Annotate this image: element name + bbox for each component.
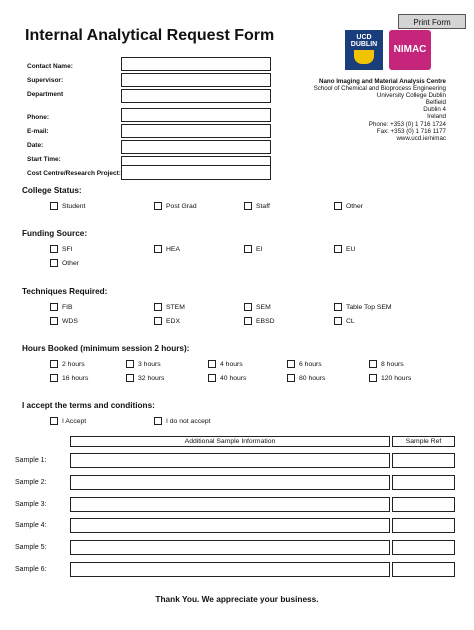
option-label: 4 hours [220,360,243,368]
checkbox[interactable] [50,202,58,210]
checkbox[interactable] [50,374,58,382]
checkbox[interactable] [287,374,295,382]
checkbox[interactable] [50,360,58,368]
address-line: Ireland [427,113,446,121]
address-block [236,78,446,142]
checkbox[interactable] [208,374,216,382]
sample-label: Sample 4: [15,522,47,529]
checkbox[interactable] [154,245,162,253]
checkbox[interactable] [244,245,252,253]
ucd-logo-text: UCD DUBLIN [350,34,378,48]
sample-info-input[interactable] [70,540,390,555]
option-sem[interactable] [244,303,271,311]
contact-input-0[interactable] [121,57,271,71]
option-label: I Accept [62,417,87,425]
option-label: SFI [62,245,73,253]
option-i-accept[interactable] [50,417,86,425]
option-ebsd[interactable] [244,317,275,325]
funding-source-heading: Funding Source: [22,229,88,238]
address-line: School of Chemical and Bioprocess Engineering [313,85,446,93]
option-label: 2 hours [62,360,85,368]
option-label: FIB [62,303,73,311]
checkbox[interactable] [50,303,58,311]
option-stem[interactable] [154,303,185,311]
college-status-heading: College Status: [22,186,82,195]
option-label: EBSD [256,317,275,325]
option-label: 3 hours [138,360,161,368]
centre-name: Nano Imaging and Material Analysis Centre [319,78,446,85]
hours-heading: Hours Booked (minimum session 2 hours): [22,344,190,353]
option-label: Post Grad [166,202,197,210]
checkbox[interactable] [50,317,58,325]
option-3-hours[interactable] [126,360,161,368]
option-label: Other [62,259,79,267]
checkbox[interactable] [244,202,252,210]
ucd-logo [345,30,383,70]
option-other[interactable] [334,202,363,210]
option-label: Student [62,202,86,210]
sample-ref-header: Sample Ref [392,436,455,447]
option-ei[interactable] [244,245,262,253]
sample-ref-input[interactable] [392,453,455,468]
option-6-hours[interactable] [287,360,322,368]
sample-info-input[interactable] [70,453,390,468]
contact-field-label: Department [27,91,64,98]
contact-field-label: Contact Name: [27,63,73,70]
ucd-shield-icon [354,50,374,64]
checkbox[interactable] [154,317,162,325]
contact-field-label: Start Time: [27,156,61,163]
address-line: Belfield [425,99,446,107]
option-eu[interactable] [334,245,355,253]
sample-label: Sample 2: [15,479,47,486]
option-wds[interactable] [50,317,78,325]
option-label: 80 hours [299,374,326,382]
option-table-top-sem[interactable] [334,303,392,311]
checkbox[interactable] [244,303,252,311]
checkbox[interactable] [369,360,377,368]
additional-info-header: Additional Sample Information [70,436,390,447]
contact-field-label: Cost Centre/Research Project: [27,170,121,177]
address-line: University College Dublin [376,92,446,100]
techniques-heading: Techniques Required: [22,287,108,296]
footer-thanks: Thank You. We appreciate your business. [155,594,319,604]
address-website: www.ucd.ie/nimac [396,134,446,142]
terms-heading: I accept the terms and conditions: [22,401,155,410]
address-fax: Fax: +353 (0) 1 716 1177 [376,127,446,135]
option-label: CL [346,317,355,325]
sample-label: Sample 3: [15,501,47,508]
option-label: HEA [166,245,180,253]
contact-field-label: E-mail: [27,128,49,135]
checkbox[interactable] [369,374,377,382]
option-label: WDS [62,317,78,325]
sample-label: Sample 6: [15,566,47,573]
option-edx[interactable] [154,317,180,325]
sample-info-input[interactable] [70,562,390,577]
option-16-hours[interactable] [50,374,88,382]
option-post-grad[interactable] [154,202,197,210]
option-label: 16 hours [62,374,89,382]
contact-field-label: Date: [27,142,44,149]
option-8-hours[interactable] [369,360,404,368]
option-sfi[interactable] [50,245,73,253]
option-cl[interactable] [334,317,355,325]
checkbox[interactable] [126,360,134,368]
sample-ref-input[interactable] [392,497,455,512]
option-40-hours[interactable] [208,374,246,382]
checkbox[interactable] [50,417,58,425]
option-label: EI [256,245,263,253]
contact-field-label: Phone: [27,114,50,121]
option-label: I do not accept [166,417,211,425]
checkbox[interactable] [208,360,216,368]
option-label: Other [346,202,363,210]
checkbox[interactable] [50,259,58,267]
checkbox[interactable] [334,245,342,253]
checkbox[interactable] [154,303,162,311]
option-label: 120 hours [381,374,412,382]
contact-input-5[interactable] [121,140,271,154]
option-label: Staff [256,202,270,210]
contact-field-label: Supervisor: [27,77,64,84]
sample-label: Sample 1: [15,457,47,464]
option-label: 32 hours [138,374,165,382]
option-label: 40 hours [220,374,247,382]
sample-ref-input[interactable] [392,540,455,555]
option-120-hours[interactable] [369,374,411,382]
option-2-hours[interactable] [50,360,85,368]
sample-ref-input[interactable] [392,475,455,490]
sample-info-input[interactable] [70,497,390,512]
checkbox[interactable] [126,374,134,382]
option-label: 6 hours [299,360,322,368]
print-form-button[interactable]: Print Form [398,14,466,29]
checkbox[interactable] [50,245,58,253]
checkbox[interactable] [287,360,295,368]
sample-ref-input[interactable] [392,518,455,533]
option-label: SEM [256,303,271,311]
option-label: STEM [166,303,185,311]
sample-ref-input[interactable] [392,562,455,577]
address-line: Dublin 4 [423,106,446,114]
checkbox[interactable] [334,303,342,311]
nimac-logo: NIMAC [389,30,431,70]
option-label: EDX [166,317,180,325]
option-label: EU [346,245,356,253]
option-32-hours[interactable] [126,374,164,382]
option-student[interactable] [50,202,85,210]
sample-info-input[interactable] [70,475,390,490]
form-title: Internal Analytical Request Form [25,27,275,44]
checkbox[interactable] [154,202,162,210]
option-hea[interactable] [154,245,180,253]
option-other[interactable] [50,259,79,267]
option-80-hours[interactable] [287,374,325,382]
address-phone: Phone: +353 (0) 1 716 1724 [368,120,446,128]
checkbox[interactable] [334,202,342,210]
checkbox[interactable] [334,317,342,325]
option-i-do-not-accept[interactable] [154,417,211,425]
option-staff[interactable] [244,202,270,210]
checkbox[interactable] [244,317,252,325]
option-fib[interactable] [50,303,73,311]
option-label: 8 hours [381,360,404,368]
sample-label: Sample 5: [15,544,47,551]
option-label: Table Top SEM [346,303,392,311]
sample-info-input[interactable] [70,518,390,533]
option-4-hours[interactable] [208,360,243,368]
checkbox[interactable] [154,417,162,425]
contact-input-7[interactable] [121,165,271,180]
